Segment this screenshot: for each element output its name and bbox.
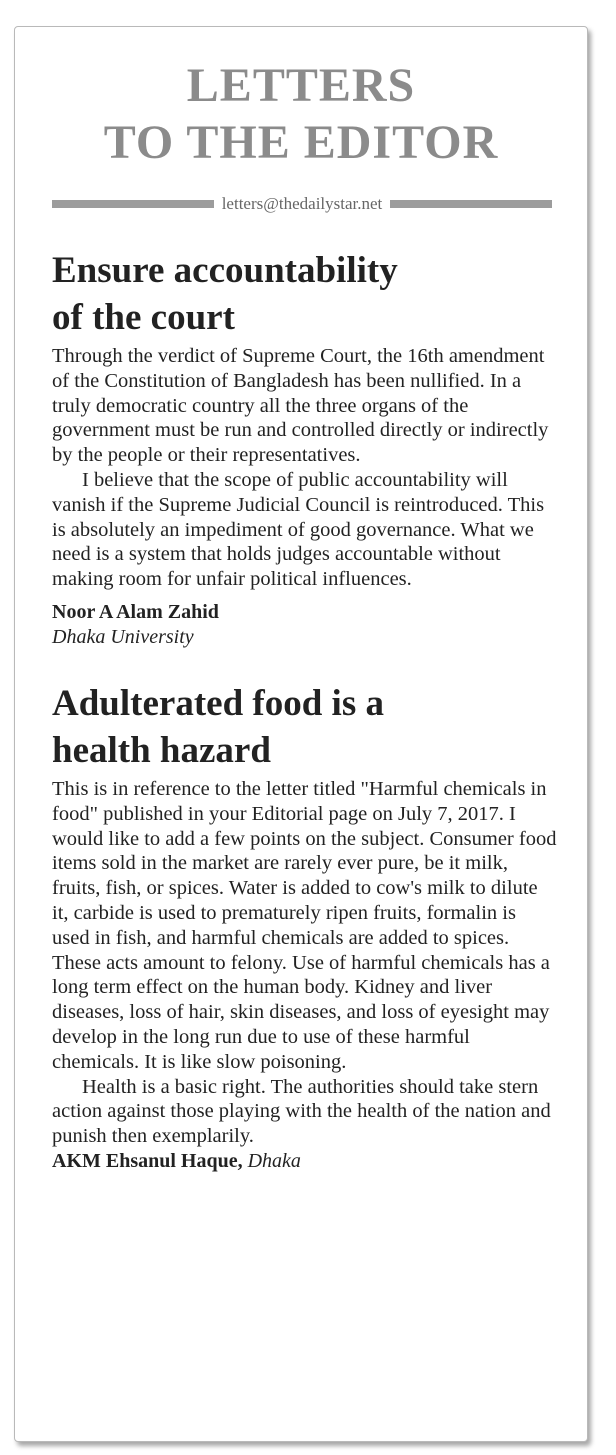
- letter-2-body: [52, 777, 557, 1149]
- letter-1-affiliation: Dhaka University: [52, 625, 194, 648]
- editor-email: letters@thedailystar.net: [221, 194, 383, 213]
- letter-2-paragraph-1: This is in reference to the letter titled "Harmful chemicals in food" published in your Editorial page on July 7, 2017. I would like to add a few points on the subject. Consumer food items sold in the market are rarely ever pure, be it milk, fruits, fish, or spices. Water is added to cow's milk to dilute it, carbide is used to prematurely ripen fruits, formalin is used in fish, and harmful chemicals are added to spices. These acts amount to felony. Use of harmful chemicals has a long term effect on the human body. Kidney and liver diseases, loss of hair, skin diseases, and loss of eyesight may develop in the long run due to use of these harmful chemicals. It is like slow poisoning.: [52, 777, 557, 1073]
- letter-2-author: AKM Ehsanul Haque,: [52, 1149, 243, 1172]
- letter-2-headline: [52, 680, 557, 774]
- letter-1: [52, 247, 557, 650]
- letters-page-frame: [14, 26, 588, 1442]
- letter-1-paragraph-1: Through the verdict of Supreme Court, the 16th amendment of the Constitution of Bangladesh has been nullified. In a truly democratic country all the three organs of the government must be run and controlled directly or indirectly by the people or their representatives.: [52, 345, 549, 467]
- email-row: [52, 193, 552, 215]
- letter-2-paragraph-2: Health is a basic right. The authorities should take stern action against those playing with the health of the nation and punish then exemplarily.: [52, 1075, 551, 1148]
- masthead-line-2: TO THE EDITOR: [103, 116, 499, 169]
- letter-2-headline-line-2: health hazard: [52, 729, 271, 771]
- letters-content: [52, 247, 557, 1174]
- letter-1-paragraph-2: I believe that the scope of public accountability will vanish if the Supreme Judicial Council is reintroduced. This is absolutely an impediment of good governance. What we need is a system that holds judges accountable without making room for unfair political influences.: [52, 468, 545, 591]
- left-rule: [52, 200, 214, 208]
- masthead-line-1: LETTERS: [186, 59, 416, 112]
- letter-2-signature: [52, 1149, 557, 1174]
- letter-1-author: Noor A Alam Zahid: [52, 600, 219, 623]
- letter-2-affiliation: Dhaka: [247, 1149, 301, 1172]
- letter-1-headline: [52, 247, 557, 341]
- section-masthead: [15, 57, 587, 171]
- letter-1-headline-line-2: of the court: [52, 297, 235, 338]
- letter-2-headline-line-1: Adulterated food is a: [52, 682, 384, 724]
- letter-1-body: [52, 344, 557, 592]
- right-rule: [390, 200, 552, 208]
- letter-1-headline-line-1: Ensure accountability: [52, 250, 398, 291]
- letter-2: [52, 680, 557, 1174]
